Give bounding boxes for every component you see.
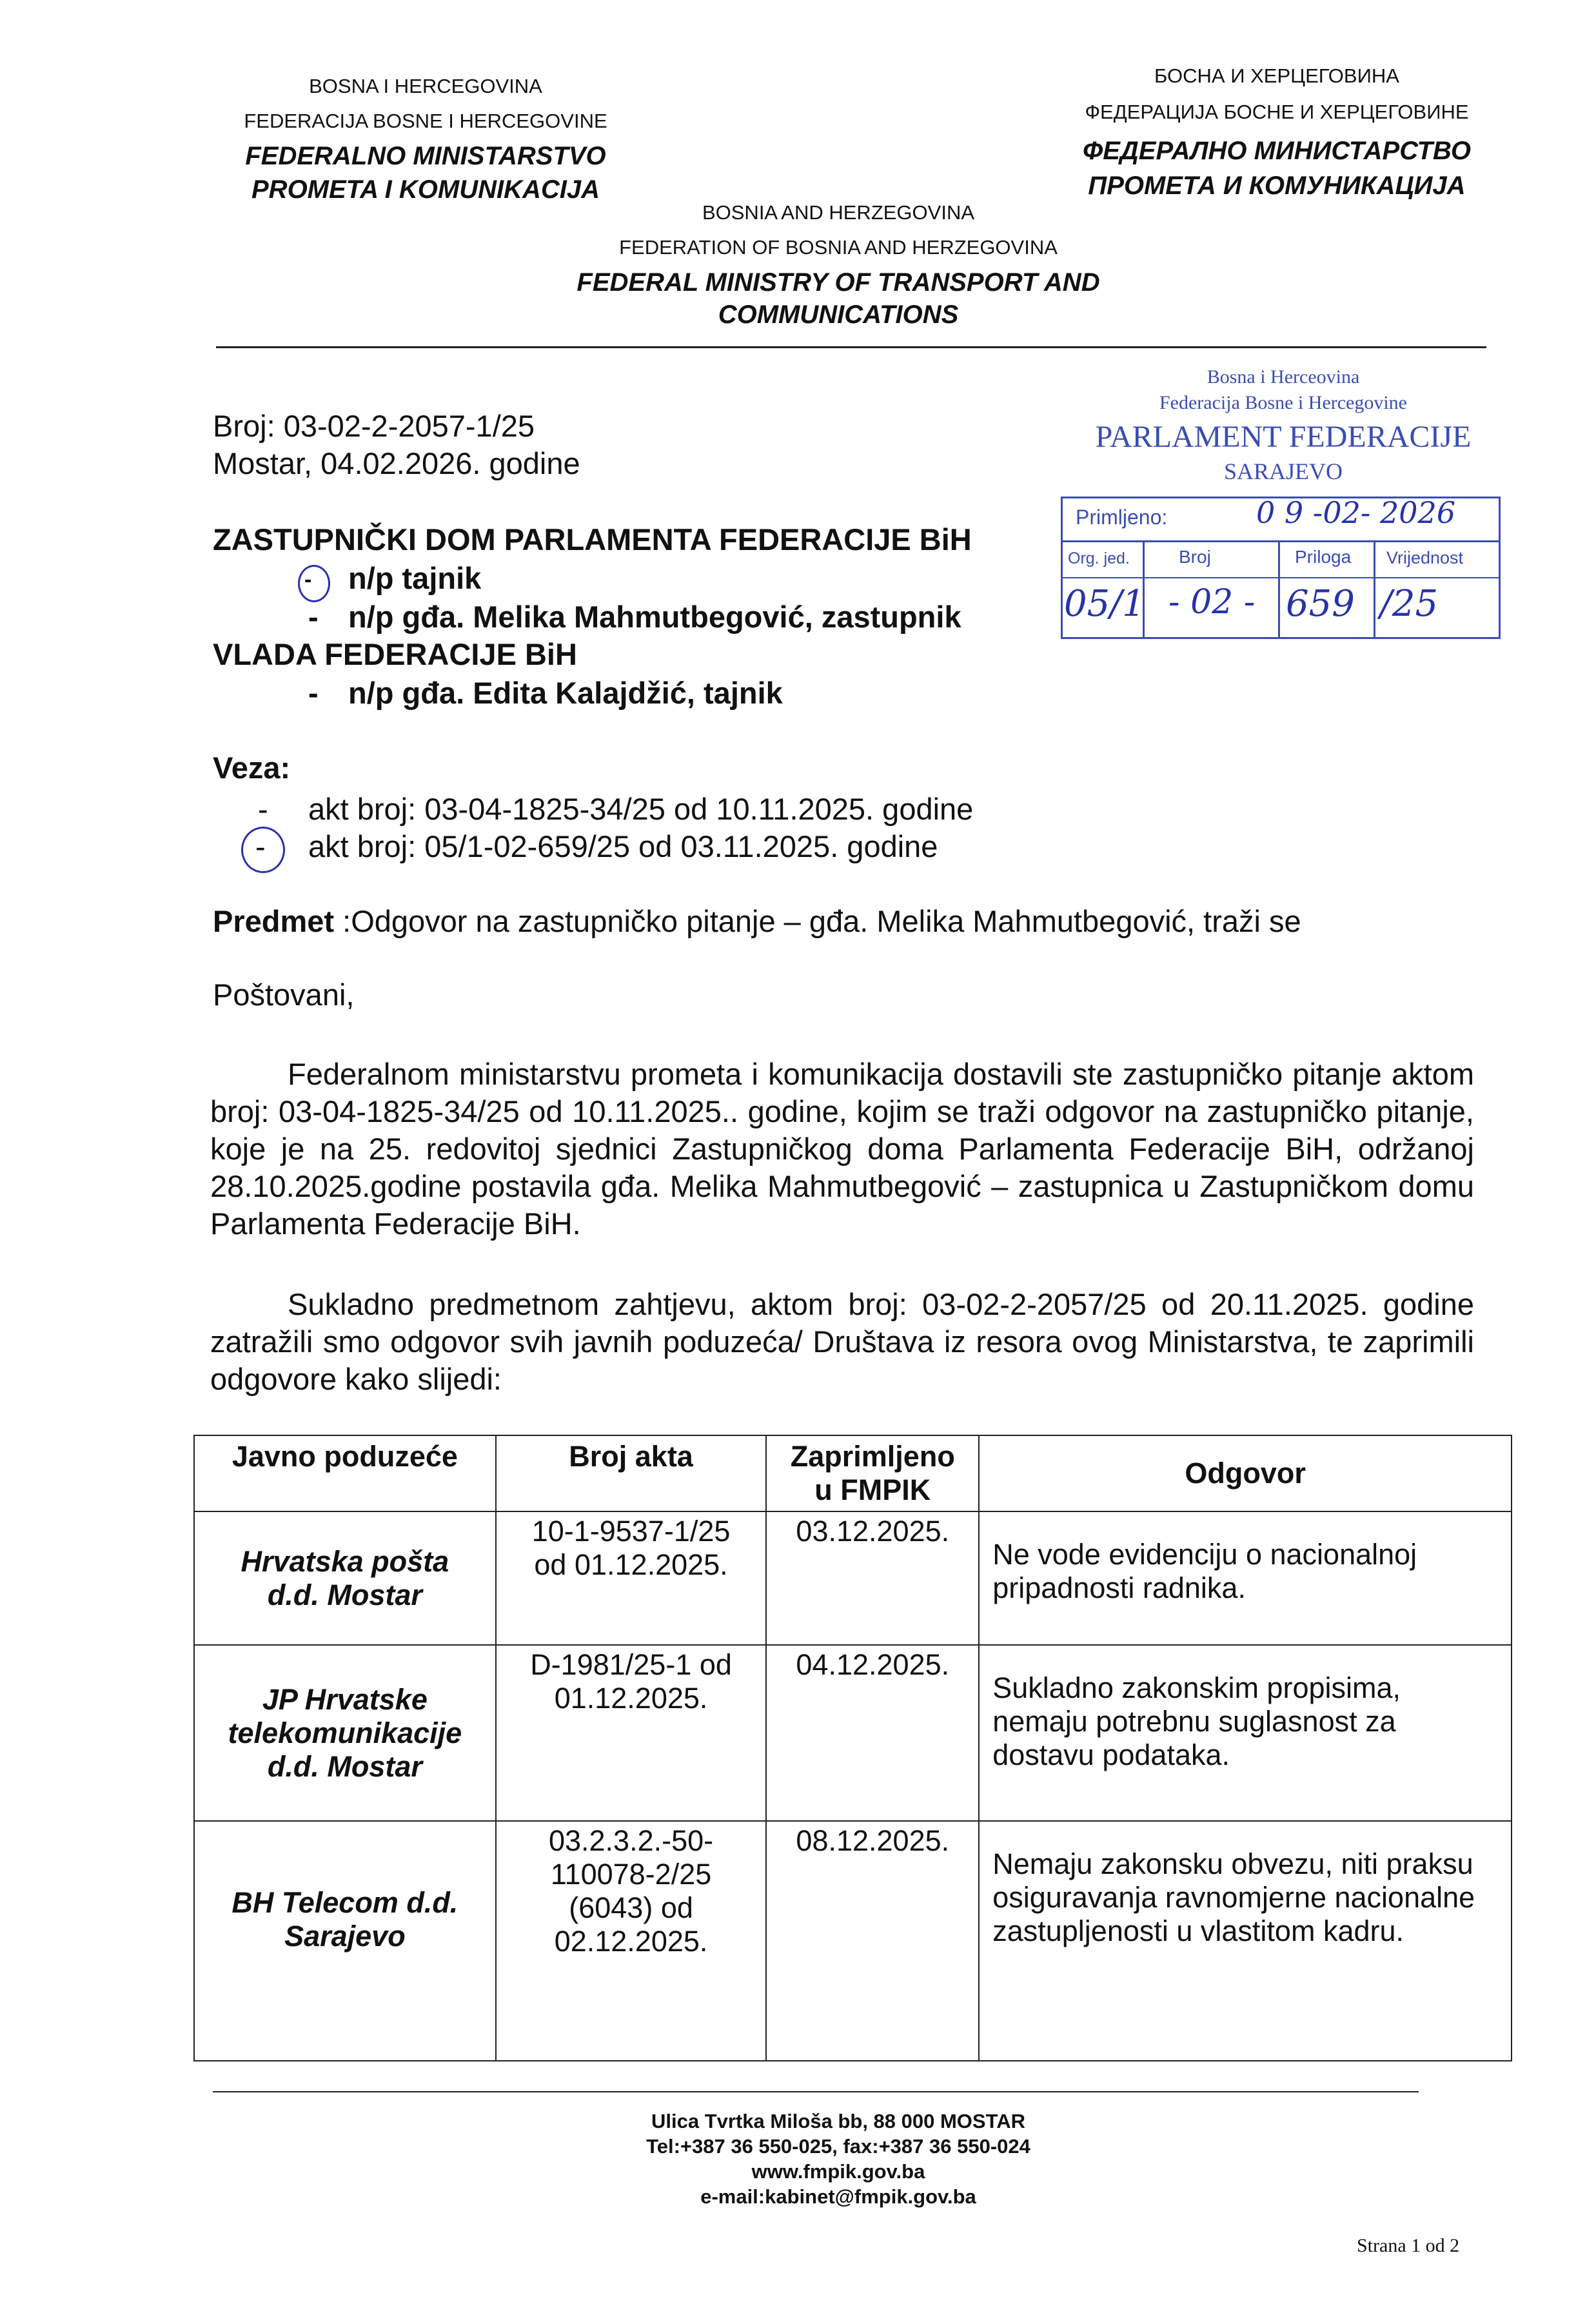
- header-right-ministry-line1: ФЕДЕРАЛНО МИНИСТАРСТВО: [1083, 137, 1471, 165]
- table-row: [194, 1645, 1512, 1821]
- stamp-col-org: Org. jed.: [1068, 549, 1130, 567]
- recipient-secretary: n/p tajnik: [348, 561, 482, 595]
- recipient-gov-secretary: n/p gđa. Edita Kalajdžić, tajnik: [348, 676, 783, 710]
- veza-item-2: akt broj: 05/1-02-659/25 od 03.11.2025. godine: [308, 829, 938, 863]
- stamp-city: SARAJEVO: [1223, 458, 1343, 484]
- header-right-ministry-line2: ПРОМЕТА И КОМУНИКАЦИЈА: [1088, 172, 1466, 200]
- row3-company: BH Telecom d.d. Sarajevo: [194, 1821, 496, 2061]
- row1-answer: Ne vode evidenciju o nacionalnoj pripadnosti radnika.: [979, 1511, 1512, 1645]
- handwritten-circle-mark: [298, 565, 330, 602]
- footer-address: Ulica Tvrtka Miloša bb, 88 000 MOSTAR: [651, 2110, 1025, 2132]
- table-row: [194, 1511, 1512, 1645]
- stamp-federation: Federacija Bosne i Hercegovine: [1159, 392, 1407, 413]
- reference-number: Broj: 03-02-2-2057-1/25: [213, 409, 535, 443]
- row1-company: Hrvatska pošta d.d. Mostar: [194, 1511, 496, 1645]
- paragraph-1: Federalnom ministarstvu prometa i komunikacija dostavili ste zastupničko pitanje aktom broj: 03-04-1825-34/25 od 10.11.2025.. godine, kojim se traži odgovor na zastupničko pitanje, koje je na 25. redovitoj sjednici Zastupničkog doma Parlamenta Federacije BiH, održanoj 28.10.2025.godine postavila gđa. Melika Mahmutbegović – zastupnica u Zastupničkom domu Parlamenta Federacije BiH.: [210, 1057, 1474, 1241]
- footer-divider: [213, 2091, 1419, 2092]
- veza-label: Veza:: [213, 751, 291, 785]
- header-right-country: БОСНА И ХЕРЦЕГОВИНА: [1154, 64, 1399, 87]
- page-number: Strana 1 od 2: [1357, 2235, 1460, 2256]
- footer-phone: Tel:+387 36 550-025, fax:+387 36 550-024: [646, 2135, 1030, 2158]
- header-received: Zaprimljeno u FMPIK: [766, 1435, 979, 1511]
- row2-act: D-1981/25-1 od 01.12.2025.: [496, 1645, 767, 1821]
- reference-place-date: Mostar, 04.02.2026. godine: [213, 446, 580, 480]
- header-left-ministry-line2: PROMETA I KOMUNIKACIJA: [251, 175, 600, 204]
- footer-email: e-mail:kabinet@fmpik.gov.ba: [700, 2185, 976, 2208]
- responses-table: [193, 1435, 1512, 2061]
- header-center-federation: FEDERATION OF BOSNIA AND HERZEGOVINA: [619, 236, 1058, 259]
- subject-text: :Odgovor na zastupničko pitanje – gđa. Melika Mahmutbegović, traži se: [334, 904, 1301, 938]
- header-center-ministry-line2: COMMUNICATIONS: [718, 300, 959, 329]
- stamp-val-vrijednost: /25: [1380, 583, 1439, 625]
- recipient-government: VLADA FEDERACIJE BiH: [213, 637, 577, 671]
- recipient-dash-2: -: [308, 600, 319, 634]
- subject: [213, 903, 1301, 940]
- stamp-country: Bosna i Herceovina: [1207, 366, 1360, 388]
- header-divider: [216, 346, 1486, 348]
- footer-web: www.fmpik.gov.ba: [751, 2160, 925, 2183]
- stamp-val-broj: - 02 -: [1168, 583, 1256, 622]
- stamp-col-sep-2: [1278, 540, 1280, 637]
- header-left-country: BOSNA I HERCEGOVINA: [309, 75, 542, 97]
- header-act: Broj akta: [496, 1435, 767, 1511]
- stamp-received-label: Primljeno:: [1076, 506, 1168, 529]
- table-header-row: [194, 1435, 1512, 1511]
- header-answer: Odgovor: [979, 1435, 1512, 1511]
- recipient-dash-1: -: [304, 567, 312, 592]
- row3-act: 03.2.3.2.-50- 110078-2/25 (6043) od 02.12.2025.: [496, 1821, 767, 2061]
- stamp-col-priloga: Priloga: [1295, 547, 1352, 567]
- paragraph-2: Sukladno predmetnom zahtjevu, aktom broj: 03-02-2-2057/25 od 20.11.2025. godine zatražili smo odgovor svih javnih poduzeća/ Društava iz resora ovog Ministarstva, te zaprimili odgovore kako slijedi:: [210, 1287, 1474, 1396]
- stamp-col-broj: Broj: [1179, 547, 1211, 567]
- veza-dash-1: -: [258, 792, 268, 826]
- row2-received: 04.12.2025.: [766, 1645, 979, 1821]
- stamp-col-sep-3: [1374, 540, 1375, 637]
- recipient-representative: n/p gđa. Melika Mahmutbegović, zastupnik: [348, 600, 961, 634]
- stamp-received-date: 0 9 -02- 2026: [1256, 495, 1456, 530]
- row1-act: 10-1-9537-1/25 od 01.12.2025.: [496, 1511, 767, 1645]
- veza-item-1: akt broj: 03-04-1825-34/25 od 10.11.2025. godine: [308, 792, 974, 826]
- row3-received: 08.12.2025.: [766, 1821, 979, 2061]
- stamp-col-vrijednost: Vrijednost: [1386, 548, 1464, 567]
- veza-dash-2: -: [255, 829, 266, 863]
- row2-answer: Sukladno zakonskim propisima, nemaju potrebnu suglasnost za dostavu podataka.: [979, 1645, 1512, 1821]
- recipient-dash-3: -: [308, 676, 319, 710]
- header-center-country: BOSNIA AND HERZEGOVINA: [702, 201, 975, 224]
- recipient-house: ZASTUPNIČKI DOM PARLAMENTA FEDERACIJE BiH: [213, 522, 972, 556]
- header-left-federation: FEDERACIJA BOSNE I HERCEGOVINE: [244, 110, 607, 132]
- table-row: [194, 1821, 1512, 2061]
- greeting: Poštovani,: [213, 978, 355, 1012]
- header-company: Javno poduzeće: [194, 1435, 496, 1511]
- stamp-val-org: 05/1: [1064, 583, 1145, 625]
- stamp-val-priloga: 659: [1286, 583, 1355, 625]
- row1-received: 03.12.2025.: [766, 1511, 979, 1645]
- subject-label: Predmet: [213, 904, 335, 938]
- header-right-federation: ФЕДЕРАЦИЈА БОСНЕ И ХЕРЦЕГОВИНЕ: [1085, 101, 1469, 123]
- row2-company: JP Hrvatske telekomunikacije d.d. Mostar: [194, 1645, 496, 1821]
- header-left-ministry-line1: FEDERALNO MINISTARSTVO: [245, 142, 606, 170]
- header-center-ministry-line1: FEDERAL MINISTRY OF TRANSPORT AND: [576, 268, 1100, 297]
- stamp-title: PARLAMENT FEDERACIJE: [1095, 420, 1472, 454]
- row3-answer: Nemaju zakonsku obvezu, niti praksu osiguravanja ravnomjerne nacionalne zastupljenosti u vlastitom kadru.: [979, 1821, 1512, 2061]
